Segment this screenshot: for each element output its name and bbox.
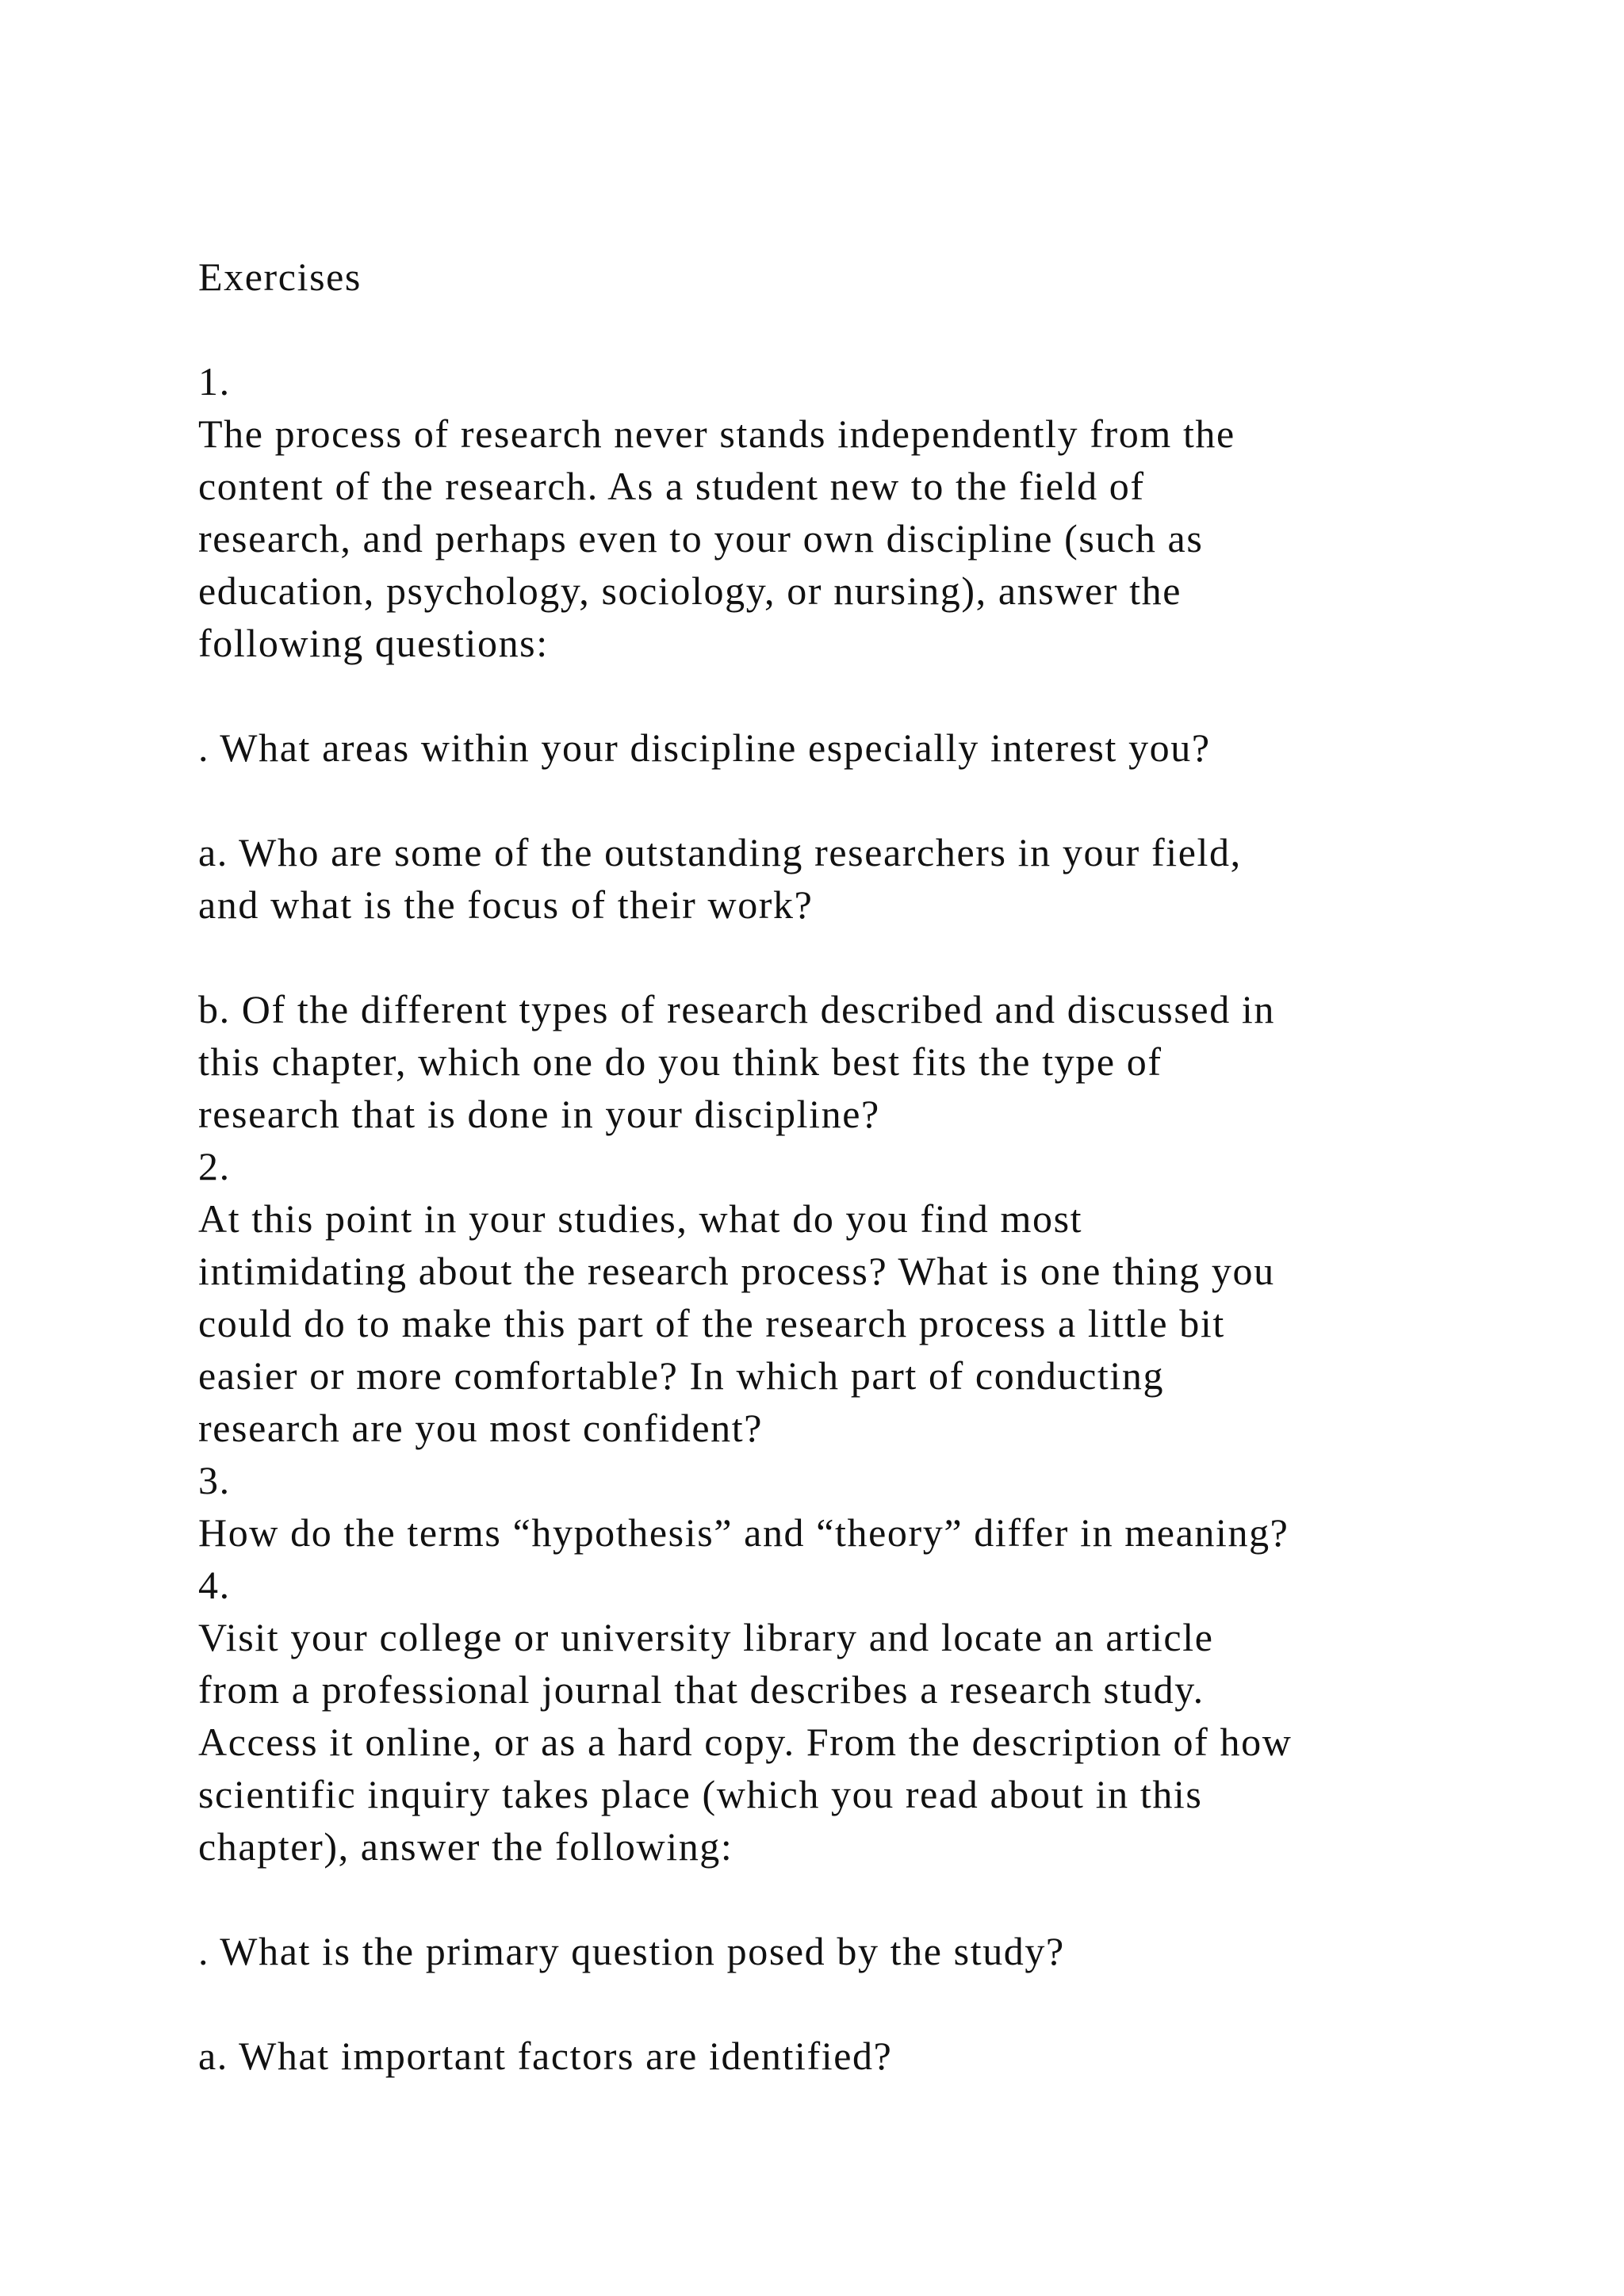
exercise-4-text-line: from a professional journal that describes a research study. <box>198 1667 1205 1712</box>
document-heading: Exercises <box>198 254 362 299</box>
exercise-2-text-line: could do to make this part of the research process a little bit <box>198 1301 1225 1345</box>
exercise-1-number: 1. <box>198 359 231 404</box>
exercise-4-text-line: chapter), answer the following: <box>198 1824 733 1869</box>
blank-line <box>198 931 1499 983</box>
exercise-4-number: 4. <box>198 1563 231 1607</box>
document-body <box>198 251 1499 2082</box>
blank-line <box>198 303 1499 355</box>
exercise-1-subquestion-b: this chapter, which one do you think best fits the type of <box>198 1039 1162 1084</box>
exercise-1-text-line: education, psychology, sociology, or nursing), answer the <box>198 568 1182 613</box>
blank-line <box>198 1977 1499 2030</box>
exercise-1-text-line: research, and perhaps even to your own discipline (such as <box>198 516 1204 561</box>
blank-line <box>198 1873 1499 1925</box>
exercise-2-text-line: easier or more comfortable? In which part of conducting <box>198 1353 1165 1398</box>
exercise-1-subquestion-b: research that is done in your discipline? <box>198 1092 880 1136</box>
exercise-1-subquestion-b: b. Of the different types of research described and discussed in <box>198 987 1275 1031</box>
exercise-1-text-line: content of the research. As a student new to the field of <box>198 464 1145 508</box>
exercise-4-text-line: Visit your college or university library and locate an article <box>198 1615 1214 1659</box>
exercise-2-text-line: research are you most confident? <box>198 1406 764 1450</box>
exercise-3-text-line: How do the terms “hypothesis” and “theory” differ in meaning? <box>198 1510 1289 1555</box>
exercise-1-subquestion-a: and what is the focus of their work? <box>198 882 814 927</box>
exercise-4-text-line: scientific inquiry takes place (which you read about in this <box>198 1772 1203 1816</box>
exercise-4-text-line: Access it online, or as a hard copy. From the description of how <box>198 1720 1293 1764</box>
exercise-1-subquestion: . What areas within your discipline especially interest you? <box>198 725 1211 770</box>
exercise-3-number: 3. <box>198 1458 231 1502</box>
exercise-4-subquestion: . What is the primary question posed by the study? <box>198 1929 1065 1973</box>
exercise-2-number: 2. <box>198 1144 231 1188</box>
exercise-2-text-line: At this point in your studies, what do you find most <box>198 1196 1083 1241</box>
exercise-4-subquestion-a: a. What important factors are identified? <box>198 2034 893 2078</box>
exercise-1-text-line: following questions: <box>198 621 549 665</box>
blank-line <box>198 669 1499 721</box>
blank-line <box>198 774 1499 826</box>
exercise-2-text-line: intimidating about the research process? What is one thing you <box>198 1249 1275 1293</box>
exercise-1-subquestion-a: a. Who are some of the outstanding researchers in your field, <box>198 830 1242 874</box>
exercise-1-text-line: The process of research never stands independently from the <box>198 411 1235 456</box>
